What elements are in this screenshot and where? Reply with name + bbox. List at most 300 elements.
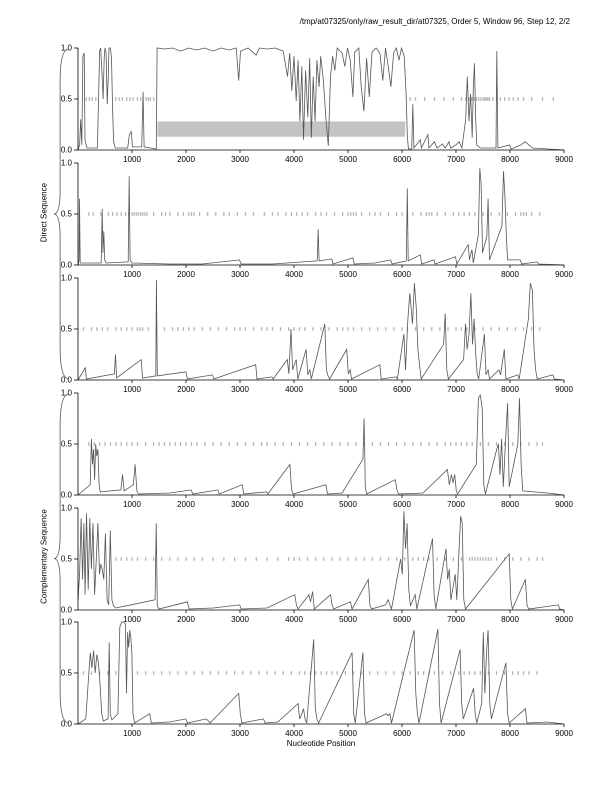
half-probability-marker (439, 327, 440, 331)
half-probability-marker (196, 442, 197, 446)
subplot-2 (0, 155, 612, 283)
half-probability-marker (140, 97, 141, 101)
half-probability-marker (237, 212, 238, 216)
half-probability-marker (191, 212, 192, 216)
half-probability-marker (88, 212, 89, 216)
y-tick-label: 0.0 (60, 719, 72, 729)
y-tick-label: 0.5 (60, 668, 72, 678)
half-probability-marker (542, 97, 543, 101)
x-tick-label: 3000 (231, 270, 249, 279)
half-probability-marker (347, 212, 348, 216)
half-probability-marker (115, 557, 116, 561)
half-probability-marker (293, 327, 294, 331)
half-probability-marker (445, 212, 446, 216)
half-probability-marker (218, 327, 219, 331)
half-probability-marker (353, 327, 354, 331)
half-probability-marker (266, 671, 267, 675)
x-tick-label: 8000 (501, 500, 519, 509)
half-probability-marker (194, 327, 195, 331)
half-probability-marker (472, 557, 473, 561)
half-probability-marker (134, 212, 135, 216)
x-tick-label: 4000 (285, 155, 303, 164)
half-probability-marker (520, 557, 521, 561)
half-probability-marker (385, 671, 386, 675)
half-probability-marker (486, 97, 487, 101)
half-probability-marker (177, 212, 178, 216)
half-probability-marker (453, 212, 454, 216)
half-probability-marker (202, 327, 203, 331)
half-probability-marker (380, 557, 381, 561)
half-probability-marker (99, 442, 100, 446)
half-probability-marker (482, 97, 483, 101)
half-probability-marker (388, 212, 389, 216)
half-probability-marker (161, 671, 162, 675)
x-tick-label: 2000 (177, 385, 195, 394)
half-probability-marker (331, 557, 332, 561)
half-probability-marker (482, 212, 483, 216)
half-probability-marker (140, 327, 141, 331)
x-tick-label: 7000 (447, 615, 465, 624)
x-tick-label: 3000 (231, 500, 249, 509)
half-probability-marker (523, 212, 524, 216)
half-probability-marker (372, 442, 373, 446)
half-probability-marker (202, 557, 203, 561)
half-probability-marker (331, 671, 332, 675)
half-probability-marker (523, 97, 524, 101)
half-probability-marker (188, 327, 189, 331)
half-probability-marker (194, 212, 195, 216)
half-probability-marker (320, 212, 321, 216)
half-probability-marker (515, 212, 516, 216)
half-probability-marker (434, 671, 435, 675)
half-probability-marker (129, 97, 130, 101)
y-tick-label: 0.0 (60, 260, 72, 270)
half-probability-marker (307, 442, 308, 446)
half-probability-marker (145, 97, 146, 101)
half-probability-marker (142, 212, 143, 216)
half-probability-marker (277, 557, 278, 561)
half-probability-marker (326, 212, 327, 216)
half-probability-marker (202, 671, 203, 675)
half-probability-marker (153, 671, 154, 675)
x-tick-label: 4000 (285, 729, 303, 738)
half-probability-marker (121, 327, 122, 331)
half-probability-marker (153, 557, 154, 561)
half-probability-marker (482, 557, 483, 561)
x-tick-label: 5000 (339, 500, 357, 509)
y-tick-label: 0.0 (60, 605, 72, 615)
x-tick-label: 8000 (501, 270, 519, 279)
half-probability-marker (256, 557, 257, 561)
half-probability-marker (229, 442, 230, 446)
half-probability-marker (512, 671, 513, 675)
half-probability-marker (424, 97, 425, 101)
half-probability-marker (234, 327, 235, 331)
x-tick-label: 5000 (339, 155, 357, 164)
x-tick-label: 3000 (231, 729, 249, 738)
half-probability-marker (83, 671, 84, 675)
highlight-region (157, 121, 405, 136)
half-probability-marker (180, 442, 181, 446)
half-probability-marker (126, 442, 127, 446)
half-probability-marker (245, 442, 246, 446)
half-probability-marker (302, 212, 303, 216)
half-probability-marker (191, 442, 192, 446)
half-probability-marker (369, 212, 370, 216)
half-probability-marker (212, 557, 213, 561)
signal-line (78, 168, 564, 265)
half-probability-marker (94, 442, 95, 446)
x-tick-label: 6000 (393, 270, 411, 279)
half-probability-marker (474, 671, 475, 675)
half-probability-marker (458, 671, 459, 675)
half-probability-marker (291, 212, 292, 216)
half-probability-marker (131, 557, 132, 561)
half-probability-marker (496, 671, 497, 675)
x-tick-label: 3000 (231, 155, 249, 164)
half-probability-marker (315, 442, 316, 446)
half-probability-marker (110, 442, 111, 446)
half-probability-marker (165, 212, 166, 216)
half-probability-marker (250, 671, 251, 675)
half-probability-marker (89, 97, 90, 101)
half-probability-marker (428, 212, 429, 216)
half-probability-marker (428, 442, 429, 446)
half-probability-marker (91, 671, 92, 675)
signal-line (78, 395, 564, 495)
half-probability-marker (118, 97, 119, 101)
half-probability-marker (420, 442, 421, 446)
half-probability-marker (369, 327, 370, 331)
y-tick-label: 0.5 (60, 209, 72, 219)
half-probability-marker (272, 212, 273, 216)
half-probability-marker (499, 327, 500, 331)
half-probability-marker (426, 212, 427, 216)
half-probability-marker (489, 97, 490, 101)
half-probability-marker (169, 671, 170, 675)
half-probability-marker (536, 442, 537, 446)
half-probability-marker (153, 97, 154, 101)
x-tick-label: 7000 (447, 500, 465, 509)
half-probability-marker (137, 97, 138, 101)
half-probability-marker (437, 212, 438, 216)
half-probability-marker (374, 212, 375, 216)
half-probability-marker (148, 97, 149, 101)
half-probability-marker (339, 557, 340, 561)
x-tick-label: 2000 (177, 270, 195, 279)
half-probability-marker (393, 327, 394, 331)
x-tick-label: 3000 (231, 615, 249, 624)
half-probability-marker (531, 327, 532, 331)
half-probability-marker (504, 97, 505, 101)
half-probability-marker (307, 212, 308, 216)
half-probability-marker (177, 327, 178, 331)
subplot-4 (0, 385, 612, 513)
half-probability-marker (183, 212, 184, 216)
half-probability-marker (131, 327, 132, 331)
x-tick-label: 9000 (555, 385, 573, 394)
half-probability-marker (194, 671, 195, 675)
half-probability-marker (234, 557, 235, 561)
half-probability-marker (169, 442, 170, 446)
half-probability-marker (185, 671, 186, 675)
half-probability-marker (474, 557, 475, 561)
half-probability-marker (464, 671, 465, 675)
half-probability-marker (121, 212, 122, 216)
half-probability-marker (526, 212, 527, 216)
half-probability-marker (245, 212, 246, 216)
half-probability-marker (437, 557, 438, 561)
half-probability-marker (221, 442, 222, 446)
y-tick-label: 1.0 (60, 158, 72, 168)
half-probability-marker (431, 212, 432, 216)
direct-sequence-brace (52, 48, 70, 380)
x-tick-label: 1000 (123, 385, 141, 394)
half-probability-marker (404, 557, 405, 561)
half-probability-marker (131, 442, 132, 446)
half-probability-marker (277, 212, 278, 216)
x-tick-label: 7000 (447, 729, 465, 738)
half-probability-marker (96, 327, 97, 331)
half-probability-marker (95, 97, 96, 101)
x-tick-label: 3000 (231, 385, 249, 394)
half-probability-marker (372, 557, 373, 561)
half-probability-marker (91, 327, 92, 331)
half-probability-marker (320, 327, 321, 331)
half-probability-marker (518, 671, 519, 675)
half-probability-marker (199, 212, 200, 216)
half-probability-marker (280, 327, 281, 331)
half-probability-marker (315, 212, 316, 216)
half-probability-marker (388, 442, 389, 446)
half-probability-marker (455, 442, 456, 446)
y-tick-label: 0.5 (60, 94, 72, 104)
half-probability-marker (356, 442, 357, 446)
y-tick-label: 1.0 (60, 273, 72, 283)
half-probability-marker (125, 212, 126, 216)
half-probability-marker (142, 327, 143, 331)
half-probability-marker (347, 327, 348, 331)
x-tick-label: 1000 (123, 500, 141, 509)
half-probability-marker (223, 557, 224, 561)
half-probability-marker (291, 442, 292, 446)
x-tick-label: 8000 (501, 155, 519, 164)
half-probability-marker (210, 671, 211, 675)
half-probability-marker (245, 327, 246, 331)
half-probability-marker (115, 671, 116, 675)
half-probability-marker (513, 97, 514, 101)
half-probability-marker (461, 97, 462, 101)
y-tick-label: 0.0 (60, 145, 72, 155)
half-probability-marker (542, 442, 543, 446)
half-probability-marker (412, 442, 413, 446)
half-probability-marker (492, 97, 493, 101)
half-probability-marker (528, 557, 529, 561)
half-probability-marker (437, 442, 438, 446)
half-probability-marker (161, 557, 162, 561)
half-probability-marker (126, 327, 127, 331)
half-probability-marker (137, 327, 138, 331)
half-probability-marker (418, 557, 419, 561)
half-probability-marker (347, 442, 348, 446)
figure-title: /tmp/at07325/only/raw_result_dir/at07325, Order 5, Window 96, Step 12, 2/2 (299, 17, 570, 26)
x-tick-label: 4000 (285, 385, 303, 394)
half-probability-marker (283, 671, 284, 675)
half-probability-marker (153, 212, 154, 216)
half-probability-marker (323, 557, 324, 561)
half-probability-marker (275, 671, 276, 675)
half-probability-marker (145, 671, 146, 675)
half-probability-marker (531, 212, 532, 216)
y-tick-label: 0.5 (60, 439, 72, 449)
half-probability-marker (312, 327, 313, 331)
half-probability-marker (212, 442, 213, 446)
half-probability-marker (464, 212, 465, 216)
half-probability-marker (315, 671, 316, 675)
half-probability-marker (86, 97, 87, 101)
half-probability-marker (423, 671, 424, 675)
half-probability-marker (377, 671, 378, 675)
half-probability-marker (164, 442, 165, 446)
half-probability-marker (91, 97, 92, 101)
half-probability-marker (285, 212, 286, 216)
half-probability-marker (480, 97, 481, 101)
half-probability-marker (480, 671, 481, 675)
half-probability-marker (145, 442, 146, 446)
half-probability-marker (491, 557, 492, 561)
y-tick-label: 0.0 (60, 490, 72, 500)
half-probability-marker (420, 212, 421, 216)
group-label-complementary-sequence: Complementary Sequence (39, 509, 49, 604)
half-probability-marker (461, 442, 462, 446)
x-tick-label: 6000 (393, 729, 411, 738)
half-probability-marker (337, 327, 338, 331)
half-probability-marker (350, 212, 351, 216)
half-probability-marker (253, 442, 254, 446)
half-probability-marker (539, 327, 540, 331)
half-probability-marker (455, 327, 456, 331)
half-probability-marker (183, 327, 184, 331)
x-tick-label: 2000 (177, 500, 195, 509)
half-probability-marker (158, 442, 159, 446)
half-probability-marker (347, 557, 348, 561)
half-probability-marker (553, 97, 554, 101)
half-probability-marker (145, 557, 146, 561)
half-probability-marker (401, 327, 402, 331)
half-probability-marker (345, 671, 346, 675)
half-probability-marker (307, 557, 308, 561)
x-tick-label: 8000 (501, 729, 519, 738)
half-probability-marker (169, 557, 170, 561)
half-probability-marker (329, 327, 330, 331)
half-probability-marker (293, 557, 294, 561)
half-probability-marker (369, 671, 370, 675)
half-probability-marker (361, 212, 362, 216)
half-probability-marker (275, 442, 276, 446)
half-probability-marker (107, 671, 108, 675)
half-probability-marker (299, 442, 300, 446)
half-probability-marker (458, 212, 459, 216)
half-probability-marker (266, 557, 267, 561)
half-probability-marker (153, 442, 154, 446)
half-probability-marker (396, 212, 397, 216)
half-probability-marker (126, 97, 127, 101)
half-probability-marker (491, 327, 492, 331)
half-probability-marker (161, 212, 162, 216)
half-probability-marker (126, 557, 127, 561)
x-tick-label: 1000 (123, 270, 141, 279)
half-probability-marker (283, 442, 284, 446)
half-probability-marker (137, 671, 138, 675)
y-tick-label: 1.0 (60, 43, 72, 53)
half-probability-marker (512, 557, 513, 561)
half-probability-marker (140, 212, 141, 216)
x-tick-label: 6000 (393, 615, 411, 624)
x-tick-label: 9000 (555, 155, 573, 164)
x-tick-label: 4000 (285, 270, 303, 279)
half-probability-marker (185, 442, 186, 446)
half-probability-marker (264, 212, 265, 216)
half-probability-marker (418, 671, 419, 675)
half-probability-marker (476, 97, 477, 101)
group-label-direct-sequence: Direct Sequence (39, 182, 49, 243)
half-probability-marker (485, 557, 486, 561)
subplot-3 (0, 270, 612, 398)
half-probability-marker (453, 557, 454, 561)
half-probability-marker (172, 327, 173, 331)
half-probability-marker (299, 327, 300, 331)
half-probability-marker (115, 327, 116, 331)
half-probability-marker (482, 327, 483, 331)
half-probability-marker (288, 327, 289, 331)
half-probability-marker (223, 212, 224, 216)
y-tick-label: 1.0 (60, 388, 72, 398)
x-tick-label: 7000 (447, 155, 465, 164)
half-probability-marker (512, 442, 513, 446)
half-probability-marker (207, 212, 208, 216)
half-probability-marker (204, 442, 205, 446)
half-probability-marker (242, 671, 243, 675)
half-probability-marker (469, 557, 470, 561)
half-probability-marker (466, 327, 467, 331)
half-probability-marker (404, 442, 405, 446)
x-tick-label: 5000 (339, 385, 357, 394)
x-tick-label: 6000 (393, 500, 411, 509)
half-probability-marker (415, 97, 416, 101)
half-probability-marker (147, 212, 148, 216)
half-probability-marker (380, 442, 381, 446)
half-probability-marker (116, 212, 117, 216)
half-probability-marker (226, 327, 227, 331)
half-probability-marker (450, 442, 451, 446)
half-probability-marker (518, 97, 519, 101)
half-probability-marker (361, 327, 362, 331)
half-probability-marker (266, 327, 267, 331)
half-probability-marker (237, 442, 238, 446)
half-probability-marker (137, 442, 138, 446)
half-probability-marker (115, 442, 116, 446)
half-probability-marker (115, 97, 116, 101)
half-probability-marker (218, 671, 219, 675)
half-probability-marker (434, 97, 435, 101)
x-tick-label: 9000 (555, 500, 573, 509)
half-probability-marker (121, 557, 122, 561)
half-probability-marker (388, 557, 389, 561)
x-tick-label: 2000 (177, 729, 195, 738)
x-tick-label: 2000 (177, 615, 195, 624)
half-probability-marker (296, 212, 297, 216)
half-probability-marker (364, 557, 365, 561)
